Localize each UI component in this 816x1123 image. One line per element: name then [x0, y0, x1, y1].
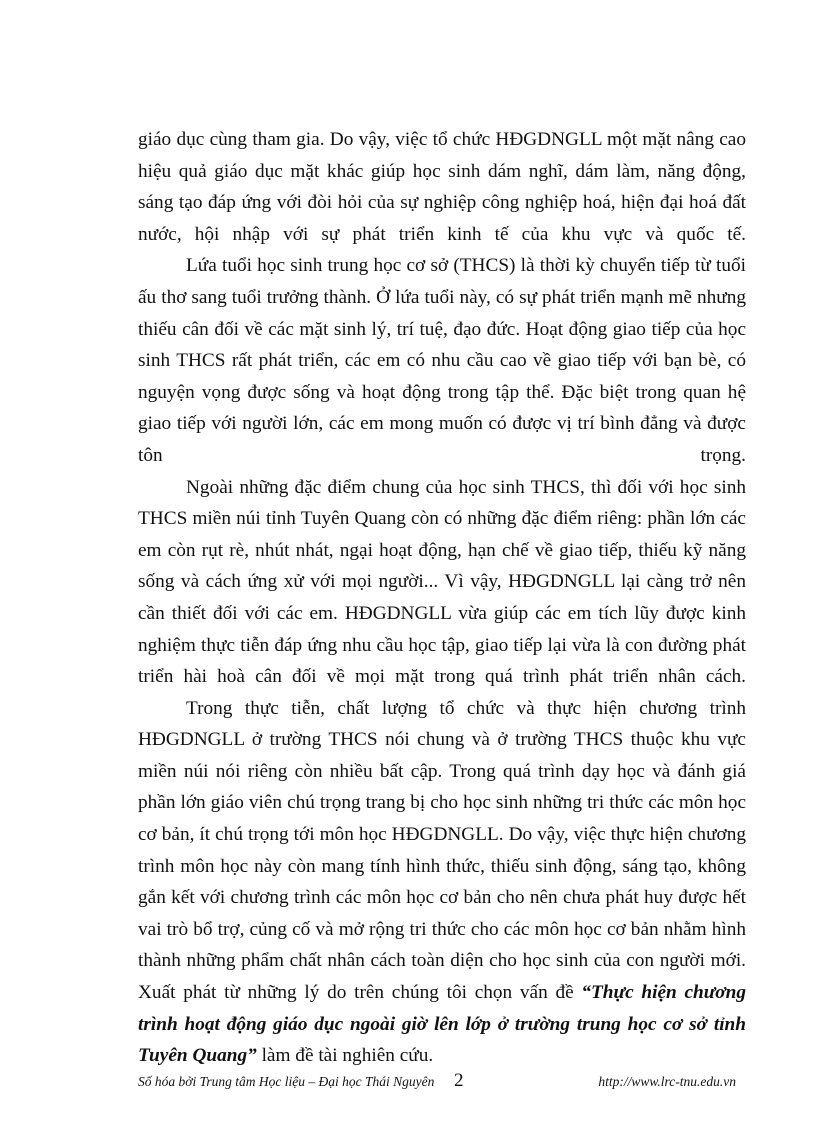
paragraph-4-text: Trong thực tiễn, chất lượng tổ chức và thực hiện chương trình HĐGDNGLL ở trường THCS nói chung và ở trường THCS thuộc khu vực miền núi nói riêng còn nhiều bất cập. Trong quá trình dạy học và đánh giá phần lớn giáo viên chú trọng trang bị cho học sinh những tri thức các môn học cơ bản, ít chú trọng tới môn học HĐGDNGLL. Do vậy, việc thực hiện chương trình môn học này còn mang tính hình thức, thiếu sinh động, sáng tạo, không gắn kết với chương trình các môn học cơ bản cho nên chưa phát huy được hết vai trò bổ trợ, củng cố và mở rộng tri thức cho các môn học cơ bản nhằm hình thành những phẩm chất nhân cách toàn diện cho học sinh của con người mới. Xuất phát từ những lý do trên chúng tôi chọn vấn đề: [138, 697, 746, 1004]
footer-credit: Số hóa bởi Trung tâm Học liệu – Đại học Thái Nguyên: [138, 1074, 435, 1089]
page-footer: [138, 1070, 736, 1096]
paragraph-4-ending: làm đề tài nghiên cứu.: [256, 1045, 434, 1067]
paragraph-1: giáo dục cùng tham gia. Do vậy, việc tổ chức HĐGDNGLL một mặt nâng cao hiệu quả giáo dục mặt khác giúp học sinh dám nghĩ, dám làm, năng động, sáng tạo đáp ứng với đòi hỏi của sự nghiệp công nghiệp hoá, hiện đại hoá đất nước, hội nhập với sự phát triển kinh tế của khu vực và quốc tế.: [138, 129, 746, 245]
paragraph-3: Ngoài những đặc điểm chung của học sinh THCS, thì đối với học sinh THCS miền núi tỉnh Tuyên Quang còn có những đặc điểm riêng: phần lớn các em còn rụt rè, nhút nhát, ngại hoạt động, hạn chế về giao tiếp, thiếu kỹ năng sống và cách ứng xử với mọi người... Vì vậy, HĐGDNGLL lại càng trở nên cần thiết đối với các em. HĐGDNGLL vừa giúp các em tích lũy được kinh nghiệm thực tiễn đáp ứng nhu cầu học tập, giao tiếp lại vừa là con đường phát triển hài hoà cân đối về mọi mặt trong quá trình phát triển nhân cách.: [138, 476, 746, 688]
footer-url: http://www.lrc-tnu.edu.vn: [598, 1074, 736, 1089]
paragraph-2: Lứa tuổi học sinh trung học cơ sở (THCS) là thời kỳ chuyển tiếp từ tuổi ấu thơ sang tuổi trưởng thành. Ở lứa tuổi này, có sự phát triển mạnh mẽ nhưng thiếu cân đối về các mặt sinh lý, trí tuệ, đạo đức. Hoạt động giao tiếp của học sinh THCS rất phát triển, các em có nhu cầu cao về giao tiếp với bạn bè, có nguyện vọng được sống và hoạt động trong tập thể. Đặc biệt trong quan hệ giao tiếp với người lớn, các em mong muốn có được vị trí bình đẳng và được tôn trọng.: [138, 255, 746, 466]
page-body: [138, 124, 746, 1072]
thesis-title-emphasis: “Thực hiện chương trình hoạt động giáo dục ngoài giờ lên lớp ở trường trung học cơ sở tỉnh Tuyên Quang”: [138, 982, 746, 1067]
paragraph-4: [138, 693, 746, 1072]
page-number: 2: [454, 1070, 464, 1091]
